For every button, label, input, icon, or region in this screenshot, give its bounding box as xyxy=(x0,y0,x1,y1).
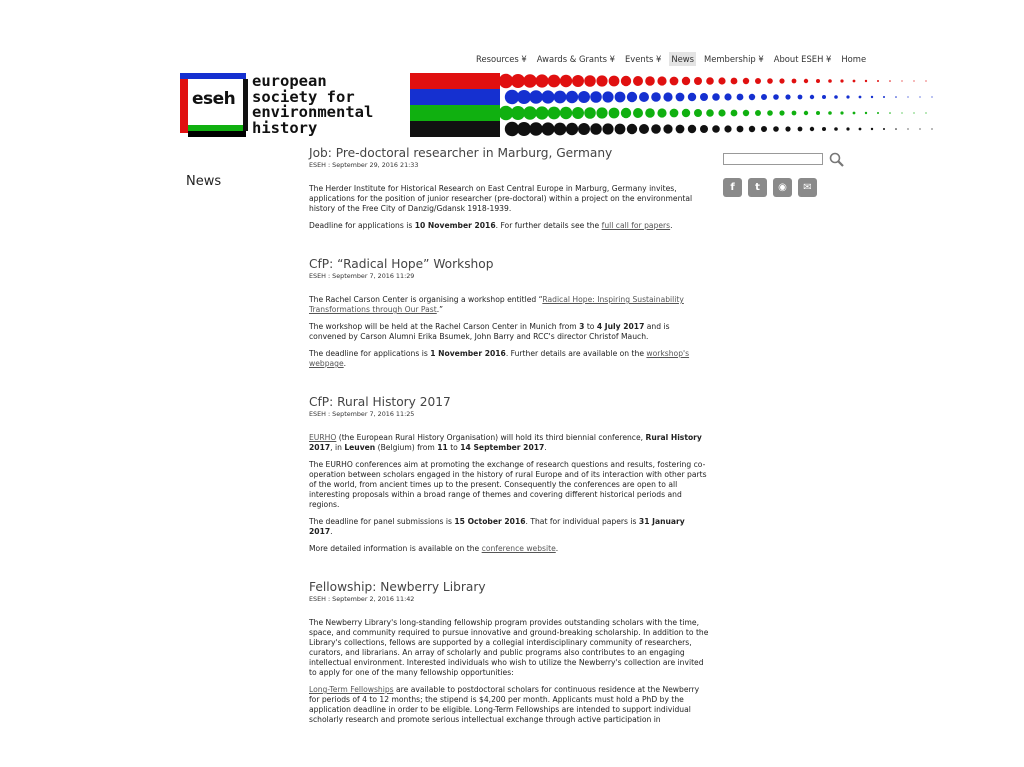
banner-dot xyxy=(816,111,820,115)
banner-dot xyxy=(895,96,897,98)
banner-dot xyxy=(859,96,862,99)
post-meta: ESEH : September 29, 2016 21:33 xyxy=(309,161,419,169)
banner-dot xyxy=(657,76,666,85)
banner-dot xyxy=(913,80,914,81)
banner-dot xyxy=(633,76,643,86)
banner-dot xyxy=(688,93,696,101)
post-link[interactable]: Long-Term Fellowships xyxy=(309,685,394,694)
banner-dot xyxy=(602,123,613,134)
banner-dot xyxy=(846,95,849,98)
banner-dot xyxy=(859,128,862,131)
news-post xyxy=(309,395,709,554)
banner-dot xyxy=(676,125,685,134)
banner-dot xyxy=(773,94,779,100)
banner-dot xyxy=(901,112,902,113)
banner-black-stripe xyxy=(410,121,500,137)
banner-dot xyxy=(584,75,596,87)
sidebar-title: News xyxy=(186,174,222,189)
banner-dot xyxy=(889,80,891,82)
nav-item-about-eseh[interactable]: About ESEH ¥ xyxy=(773,54,832,64)
banner-dot xyxy=(621,108,631,118)
post-meta: ESEH : September 7, 2016 11:29 xyxy=(309,272,415,280)
banner-dot xyxy=(779,78,784,83)
banner-dot xyxy=(834,95,838,99)
banner-dot xyxy=(731,78,738,85)
banner-dot xyxy=(566,123,578,135)
post-link[interactable]: conference website xyxy=(481,544,556,553)
banner-dot xyxy=(846,127,849,130)
post-link[interactable]: full call for papers xyxy=(601,221,671,230)
news-post xyxy=(309,257,709,369)
news-post xyxy=(309,146,709,231)
banner-dot xyxy=(834,127,838,131)
banner-dot xyxy=(804,111,808,115)
banner-dot xyxy=(785,94,790,99)
logo-divider xyxy=(243,79,248,131)
banner-dot xyxy=(584,107,596,119)
banner-dot xyxy=(907,128,908,129)
banner-dot xyxy=(737,126,744,133)
banner-dot xyxy=(554,123,567,136)
banner-dot xyxy=(822,127,826,131)
logo-name-line-4: history xyxy=(252,118,318,137)
post-meta: ESEH : September 2, 2016 11:42 xyxy=(309,595,415,603)
banner-dot xyxy=(645,108,655,118)
facebook-icon[interactable]: f xyxy=(723,178,742,197)
banner-dot xyxy=(749,126,755,132)
logo-name-line-3: environmental xyxy=(252,103,374,121)
post-meta: ESEH : September 7, 2016 11:25 xyxy=(309,410,415,418)
post-paragraph: The deadline for panel submissions is 15 October 2016. That for individual papers is 31 January 2017. xyxy=(309,517,685,536)
banner-dot xyxy=(688,125,696,133)
banner-dot xyxy=(602,91,613,102)
banner-dot xyxy=(767,78,773,84)
post-paragraph: More detailed information is available on the conference website. xyxy=(309,544,559,553)
banner-dot xyxy=(517,122,531,136)
post-link[interactable]: Radical Hope: Inspiring Sustainability Transformations through Our Past xyxy=(309,295,684,314)
email-icon[interactable]: ✉ xyxy=(798,178,817,197)
banner-dot xyxy=(572,75,584,87)
banner-dot xyxy=(749,94,755,100)
rss-icon[interactable]: ◉ xyxy=(773,178,792,197)
banner-dot xyxy=(773,126,779,132)
banner-dot xyxy=(925,80,926,81)
banner-dot xyxy=(828,79,832,83)
logo-blue-bar xyxy=(180,73,246,79)
nav-item-home[interactable]: Home xyxy=(841,54,867,64)
banner-dot xyxy=(822,95,826,99)
banner-dot xyxy=(615,124,626,135)
banner-dot xyxy=(560,75,572,87)
banner-dot xyxy=(541,90,554,103)
banner-dot xyxy=(919,96,920,97)
banner-dot xyxy=(767,110,773,116)
banner-dot xyxy=(798,127,803,132)
banner-dot xyxy=(511,106,525,120)
banner-dot xyxy=(651,124,661,134)
banner-dot xyxy=(609,108,620,119)
banner-dot xyxy=(706,109,714,117)
logo-red-bar xyxy=(180,79,188,133)
nav-item-resources[interactable]: Resources ¥ xyxy=(476,54,527,64)
banner-dot xyxy=(548,75,561,88)
banner-red-stripe xyxy=(410,73,500,89)
post-title[interactable]: Fellowship: Newberry Library xyxy=(309,580,486,594)
logo-black-bar xyxy=(188,131,246,137)
banner-dot xyxy=(779,110,784,115)
banner-dot xyxy=(572,107,584,119)
search-icon[interactable] xyxy=(829,152,845,168)
nav-item-membership[interactable]: Membership ¥ xyxy=(703,54,764,64)
site-logo[interactable] xyxy=(180,73,410,137)
post-paragraph: EURHO (the European Rural History Organisation) will hold its third biennial conference, Rural History 2017, in Leuven (Belgium) from 11 to 14 September 2017. xyxy=(309,433,702,452)
news-post xyxy=(309,580,709,725)
header-banner xyxy=(410,73,938,137)
post-paragraph: The Newberry Library's long-standing fellowship program provides outstanding scholars with the time, space, and community required to pursue innovative and ground-breaking scholarship. In addition to the Library's collections, fellows are supported by a collegial interdisciplinary community of researchers, curators, and librarians. An array of scholarly and public programs also contributes to an engaging intellectual environment. Interested individuals who wish to utilize the Newberry's collection are invited to apply for one of the many fellowship opportunities: xyxy=(309,618,709,677)
banner-dot xyxy=(761,126,767,132)
banner-dot xyxy=(712,93,720,101)
banner-dot xyxy=(548,107,561,120)
banner-dot xyxy=(883,96,885,98)
post-title[interactable]: Job: Pre-doctoral researcher in Marburg, Germany xyxy=(309,146,613,160)
banner-dot xyxy=(712,125,720,133)
banner-dot xyxy=(761,94,767,100)
banner-dot xyxy=(700,125,708,133)
banner-dot xyxy=(694,109,702,117)
banner-dot xyxy=(810,95,814,99)
nav-item-news[interactable]: News xyxy=(671,54,694,64)
top-nav xyxy=(474,52,868,66)
banner-dot xyxy=(615,92,626,103)
banner-dot xyxy=(755,110,761,116)
banner-dot xyxy=(523,106,537,120)
banner-dot xyxy=(853,112,856,115)
banner-dot xyxy=(566,91,578,103)
banner-dot xyxy=(877,112,879,114)
banner-green-stripe xyxy=(410,105,500,121)
logo-abbreviation: eseh xyxy=(192,89,236,109)
logo-name-line-2: society for xyxy=(252,87,355,106)
logo-name-line-1: european xyxy=(252,72,327,90)
post-link[interactable]: workshop's webpage xyxy=(309,349,690,368)
search-input[interactable] xyxy=(723,153,823,165)
banner-dot xyxy=(737,94,744,101)
banner-dot xyxy=(883,128,885,130)
banner-dot xyxy=(529,90,543,104)
banner-dot xyxy=(816,79,820,83)
social-links xyxy=(723,178,817,197)
banner-blue-stripe xyxy=(410,89,500,105)
post-paragraph: Deadline for applications is 10 November 2016. For further details see the full call for papers. xyxy=(309,221,673,230)
banner-dot xyxy=(706,77,714,85)
banner-dot xyxy=(639,124,649,134)
banner-dot xyxy=(627,92,637,102)
banner-dot xyxy=(871,128,873,130)
banner-dot xyxy=(810,127,814,131)
banner-dot xyxy=(609,76,620,87)
banner-dot xyxy=(682,109,690,117)
banner-dot xyxy=(865,80,867,82)
banner-dot xyxy=(560,107,572,119)
banner-dot xyxy=(913,112,914,113)
nav-item-events[interactable]: Events ¥ xyxy=(624,54,662,64)
post-paragraph: Long-Term Fellowships are available to postdoctoral scholars for continuous residence at the Newberry for periods of 4 to 12 months; the stipend is $4,200 per month. Applicants must hold a PhD by the application deadline in order to be eligible. Long-Term Fellowships are intended to support individual scholarly research and promote serious intellectual exchange through active participation in xyxy=(309,685,700,724)
banner-dot xyxy=(724,93,731,100)
logo-name xyxy=(252,74,373,136)
banner-dot xyxy=(931,128,932,129)
banner-dot xyxy=(639,92,649,102)
banner-dot xyxy=(798,95,803,100)
banner-dot xyxy=(731,110,738,117)
banner-dot xyxy=(596,75,607,86)
banner-dot xyxy=(919,128,920,129)
banner-dot xyxy=(670,77,679,86)
banner-dot xyxy=(804,79,808,83)
banner-dot xyxy=(724,125,731,132)
post-paragraph: The EURHO conferences aim at promoting the exchange of research questions and results, fostering co-operation between scholars engaged in the history of rural Europe and of its interaction with other parts of the world, from ancient times up to the present. Consequently the conferences are open to all interesting proposals within a broad range of themes and covering different historical periods and regions. xyxy=(309,460,707,509)
post-paragraph: The Herder Institute for Historical Research on East Central Europe in Marburg, Germany invites, applications for the position of junior researcher (pre-doctoral) within a project on the environmental history of the Free City of Danzig/Gdansk 1918-1939. xyxy=(309,184,693,213)
post-title[interactable]: CfP: Rural History 2017 xyxy=(309,395,451,409)
banner-dot xyxy=(925,112,926,113)
banner-dot xyxy=(670,109,679,118)
twitter-icon[interactable]: t xyxy=(748,178,767,197)
banner-dot xyxy=(840,111,843,114)
banner-dot xyxy=(755,78,761,84)
banner-dot xyxy=(657,108,666,117)
banner-dot xyxy=(633,108,643,118)
banner-dot xyxy=(578,91,590,103)
post-paragraph: The deadline for applications is 1 November 2016. Further details are available on the workshop's webpage. xyxy=(309,349,690,368)
banner-dot xyxy=(931,96,932,97)
banner-dot xyxy=(853,80,856,83)
banner-dot xyxy=(517,90,531,104)
banner-dot xyxy=(907,96,908,97)
banner-dot xyxy=(901,80,902,81)
banner-dot xyxy=(792,79,797,84)
banner-dot xyxy=(651,92,661,102)
banner-dot xyxy=(828,111,832,115)
banner-dot xyxy=(596,107,607,118)
banner-dot xyxy=(743,110,749,116)
banner-dot xyxy=(627,124,637,134)
banner-dot xyxy=(663,92,672,101)
banner-dot xyxy=(694,77,702,85)
banner-dot xyxy=(590,123,602,135)
post-paragraph: The Rachel Carson Center is organising a workshop entitled “Radical Hope: Inspiring Sustainability Transformations through Our Past.” xyxy=(309,295,684,314)
banner-dot xyxy=(718,109,725,116)
banner-dot xyxy=(840,79,843,82)
banner-dot xyxy=(871,96,873,98)
banner-dot xyxy=(700,93,708,101)
banner-dot xyxy=(541,122,554,135)
post-link[interactable]: EURHO xyxy=(309,433,337,442)
banner-dot xyxy=(676,93,685,102)
banner-dot xyxy=(865,112,867,114)
post-title[interactable]: CfP: “Radical Hope” Workshop xyxy=(309,257,494,271)
banner-dot xyxy=(877,80,879,82)
post-paragraph: The workshop will be held at the Rachel Carson Center in Munich from 3 to 4 July 2017 and is convened by Carson Alumni Erika Bsumek, John Barry and RCC's director Christof Mauch. xyxy=(309,322,670,341)
banner-dot xyxy=(511,74,525,88)
banner-dot xyxy=(645,76,655,86)
banner-dot xyxy=(895,128,897,130)
banner-dot xyxy=(718,77,725,84)
banner-dot xyxy=(590,91,602,103)
banner-dot xyxy=(578,123,590,135)
banner-dot xyxy=(535,106,548,119)
news-list xyxy=(309,146,709,751)
banner-dot xyxy=(535,74,548,87)
banner-dot xyxy=(889,112,891,114)
banner-dot xyxy=(529,122,543,136)
banner-dot xyxy=(792,111,797,116)
banner-dot xyxy=(523,74,537,88)
banner-dot xyxy=(743,78,749,84)
banner-dot xyxy=(554,91,567,104)
nav-item-awards-grants[interactable]: Awards & Grants ¥ xyxy=(536,54,615,64)
banner-dot xyxy=(785,126,790,131)
banner-dot xyxy=(621,76,631,86)
banner-dot xyxy=(663,124,672,133)
banner-dot xyxy=(682,77,690,85)
